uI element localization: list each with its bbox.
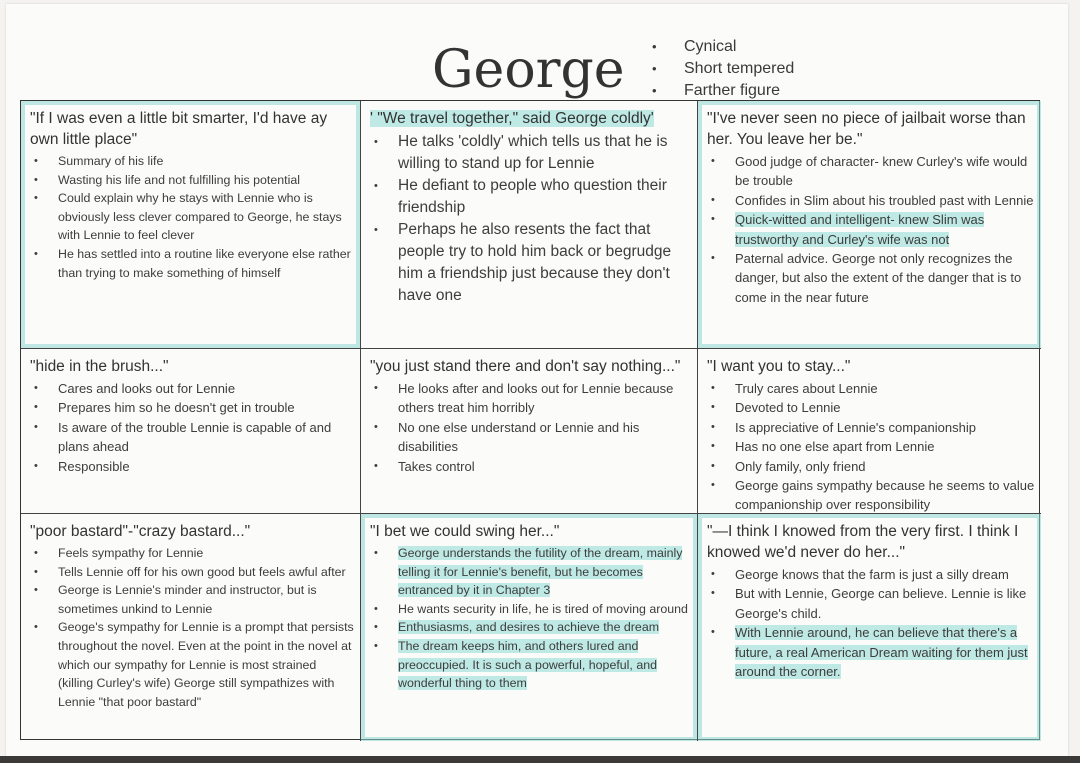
cell-points <box>707 152 1035 307</box>
cell-point: • No one else understand or Lennie and his disabilities <box>370 418 691 457</box>
cell-point: • Paternal advice. George not only recognizes the danger, but also the extent of the danger that is to come in the near future <box>707 249 1035 307</box>
cell-point: • He looks after and looks out for Lennie because others treat him horribly <box>370 379 691 418</box>
trait-item: • Short tempered <box>652 58 794 80</box>
cell-point: • Good judge of character- knew Curley's wife would be trouble <box>707 152 1035 191</box>
cell-point: • Tells Lennie off for his own good but feels awful after <box>30 563 354 582</box>
cell-quote: "If I was even a little bit smarter, I'd have ay own little place" <box>30 110 328 148</box>
cell-quote: "hide in the brush..." <box>30 358 169 375</box>
cell-point: • He defiant to people who question their friendship <box>370 175 691 219</box>
cell-point: • He has settled into a routine like everyone else rather than trying to make something of himself <box>30 245 354 282</box>
cell-point: • Has no one else apart from Lennie <box>707 437 1035 456</box>
cell-quote: "I bet we could swing her..." <box>370 523 560 540</box>
cell-point: • Confides in Slim about his troubled past with Lennie <box>707 191 1035 210</box>
cell-points <box>707 379 1035 514</box>
trait-item: • Cynical <box>652 36 794 58</box>
note-cell <box>698 349 1041 514</box>
cell-point: • Feels sympathy for Lennie <box>30 544 354 563</box>
cell-quote <box>370 108 691 129</box>
cell-point: • Cares and looks out for Lennie <box>30 379 354 398</box>
highlight: Enthusiasms, and desires to achieve the dream <box>398 620 660 635</box>
cell-point: • He talks 'coldly' which tells us that he is willing to stand up for Lennie <box>370 131 691 175</box>
cell-point: • Could explain why he stays with Lennie who is obviously less clever compared to George, he stays with Lennie to feel clever <box>30 189 354 245</box>
cell-point <box>707 210 1035 249</box>
cell-point: • Takes control <box>370 457 691 476</box>
note-cell <box>21 514 361 741</box>
cell-points <box>370 379 691 476</box>
highlight: The dream keeps him, and others lured and preoccupied. It is such a powerful, hopeful, and wonderful thing to them <box>398 638 657 691</box>
cell-point: • Devoted to Lennie <box>707 398 1035 417</box>
cell-point <box>707 623 1035 681</box>
cell-points <box>707 565 1035 681</box>
cell-quote: "poor bastard"-"crazy bastard..." <box>30 523 251 540</box>
highlight: Quick-witted and intelligent- knew Slim was trustworthy and Curley's wife was not <box>735 212 985 247</box>
trait-list <box>652 36 794 102</box>
cell-point <box>370 618 691 637</box>
cell-quote: "—I think I knowed from the very first. I think I knowed we'd never do her..." <box>707 523 1019 561</box>
note-cell <box>698 514 1041 741</box>
cell-point: • Is appreciative of Lennie's companionship <box>707 418 1035 437</box>
note-cell <box>21 101 361 349</box>
cell-point: • Truly cares about Lennie <box>707 379 1035 398</box>
page-title: George <box>432 40 625 100</box>
highlight: With Lennie around, he can believe that there's a future, a real American Dream waiting for them just around the corner. <box>735 625 1028 680</box>
cell-point: • George knows that the farm is just a silly dream <box>707 565 1035 584</box>
trait-item: • Farther figure <box>652 80 794 102</box>
highlight: ' "We travel together," said George coldly' <box>370 110 654 127</box>
cell-quote: "I've never seen no piece of jailbait worse than her. You leave her be." <box>707 110 1026 148</box>
cell-point: • Only family, only friend <box>707 457 1035 476</box>
cell-point: • Responsible <box>30 457 354 476</box>
cell-points <box>30 379 354 476</box>
cell-point: • He wants security in life, he is tired of moving around <box>370 600 691 619</box>
note-cell <box>21 349 361 514</box>
cell-points <box>30 152 354 282</box>
cell-point: • But with Lennie, George can believe. Lennie is like George's child. <box>707 584 1035 623</box>
cell-point: • Geoge's sympathy for Lennie is a prompt that persists throughout the novel. Even at the point in the novel at which our sympathy for Lennie is most strained (killing Curley's wife) George still sympathizes with Lennie "that poor bastard" <box>30 618 354 711</box>
cell-point: • Perhaps he also resents the fact that people try to hold him back or begrudge him a friendship just because they don't have one <box>370 219 691 307</box>
note-cell <box>361 349 698 514</box>
cell-point: • Wasting his life and not fulfilling his potential <box>30 171 354 190</box>
cell-point: • Is aware of the trouble Lennie is capable of and plans ahead <box>30 418 354 457</box>
notes-grid <box>20 100 1040 740</box>
table-surface <box>0 756 1080 763</box>
cell-quote: "I want you to stay..." <box>707 358 851 375</box>
cell-point: • Prepares him so he doesn't get in trouble <box>30 398 354 417</box>
cell-points <box>370 131 691 307</box>
cell-quote: "you just stand there and don't say nothing..." <box>370 358 681 375</box>
cell-point: • George is Lennie's minder and instructor, but is sometimes unkind to Lennie <box>30 581 354 618</box>
cell-points <box>370 544 691 693</box>
note-cell <box>361 101 698 349</box>
note-cell <box>361 514 698 741</box>
cell-point <box>370 544 691 600</box>
cell-point <box>370 637 691 693</box>
highlight: George understands the futility of the dream, mainly telling it for Lennie's benefit, but he becomes entranced by it in Chapter 3 <box>398 546 683 598</box>
cell-point: • George gains sympathy because he seems to value companionship over responsibility <box>707 476 1035 514</box>
cell-points <box>30 544 354 711</box>
cell-point: • Summary of his life <box>30 152 354 171</box>
note-cell <box>698 101 1041 349</box>
